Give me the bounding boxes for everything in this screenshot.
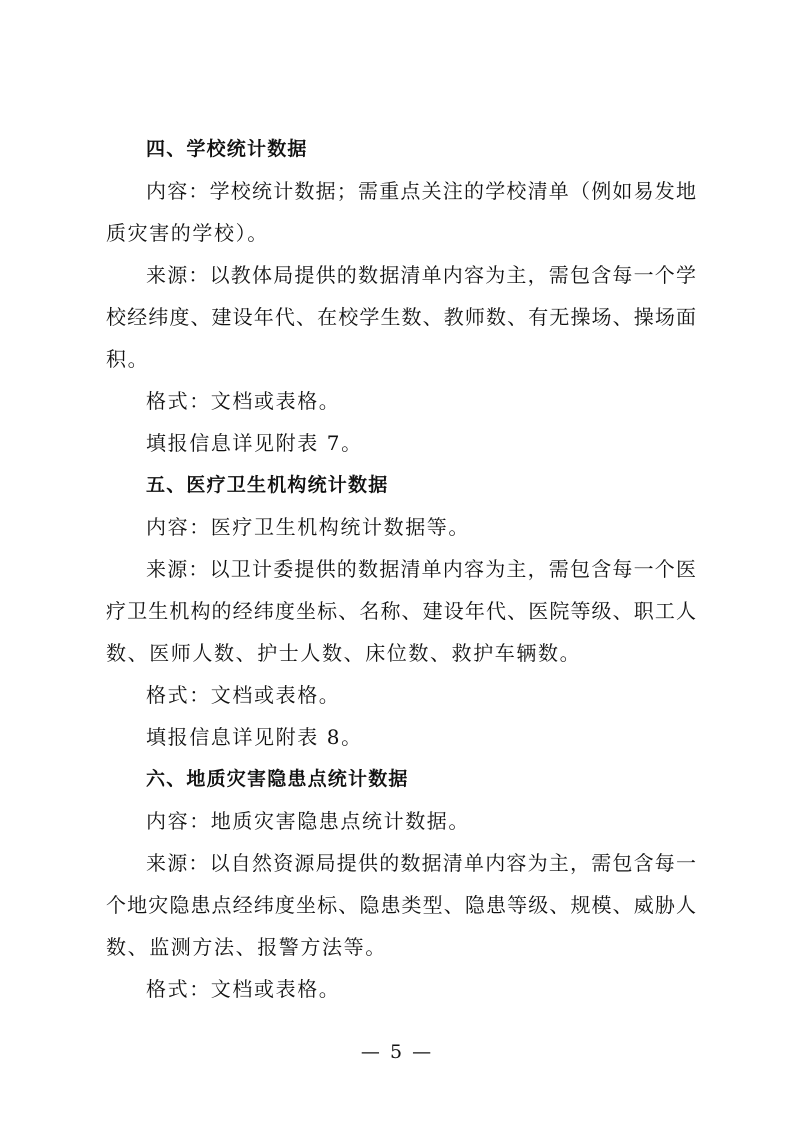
page-number: — 5 — <box>360 1041 434 1063</box>
section-5-heading: 五、医疗卫生机构统计数据 <box>146 474 389 496</box>
section-4-content-line-2: 质灾害的学校）。 <box>106 221 269 245</box>
section-4-source-line-1: 来源：以教体局提供的数据清单内容为主，需包含每一个学 <box>146 263 696 287</box>
section-5-format: 格式：文档或表格。 <box>146 683 341 707</box>
section-5-content: 内容：医疗卫生机构统计数据等。 <box>146 515 470 539</box>
section-6-source-line-3: 数、监测方法、报警方法等。 <box>106 935 387 959</box>
section-5-fill-info: 填报信息详见附表 8。 <box>146 725 363 749</box>
section-6-source-line-1: 来源：以自然资源局提供的数据清单内容为主，需包含每一 <box>146 851 696 875</box>
section-4-format: 格式：文档或表格。 <box>146 389 341 413</box>
section-4-heading: 四、学校统计数据 <box>146 138 308 160</box>
section-6-content: 内容：地质灾害隐患点统计数据。 <box>146 809 470 833</box>
section-6-source-line-2: 个地灾隐患点经纬度坐标、隐患类型、隐患等级、规模、威胁人 <box>106 893 696 917</box>
section-4-content-line-1: 内容：学校统计数据；需重点关注的学校清单（例如易发地 <box>146 179 696 203</box>
section-6-heading: 六、地质灾害隐患点统计数据 <box>146 768 409 790</box>
section-5-source-line-3: 数、医师人数、护士人数、床位数、救护车辆数。 <box>106 641 582 665</box>
page-content <box>106 128 696 1010</box>
section-5-source-line-1: 来源：以卫计委提供的数据清单内容为主，需包含每一个医 <box>146 557 696 581</box>
section-4-source-line-3: 积。 <box>106 347 150 371</box>
section-4-source-line-2: 校经纬度、建设年代、在校学生数、教师数、有无操场、操场面 <box>106 305 696 329</box>
section-6-format: 格式：文档或表格。 <box>146 977 341 1001</box>
section-5-source-line-2: 疗卫生机构的经纬度坐标、名称、建设年代、医院等级、职工人 <box>106 599 696 623</box>
section-4-fill-info: 填报信息详见附表 7。 <box>146 431 363 455</box>
